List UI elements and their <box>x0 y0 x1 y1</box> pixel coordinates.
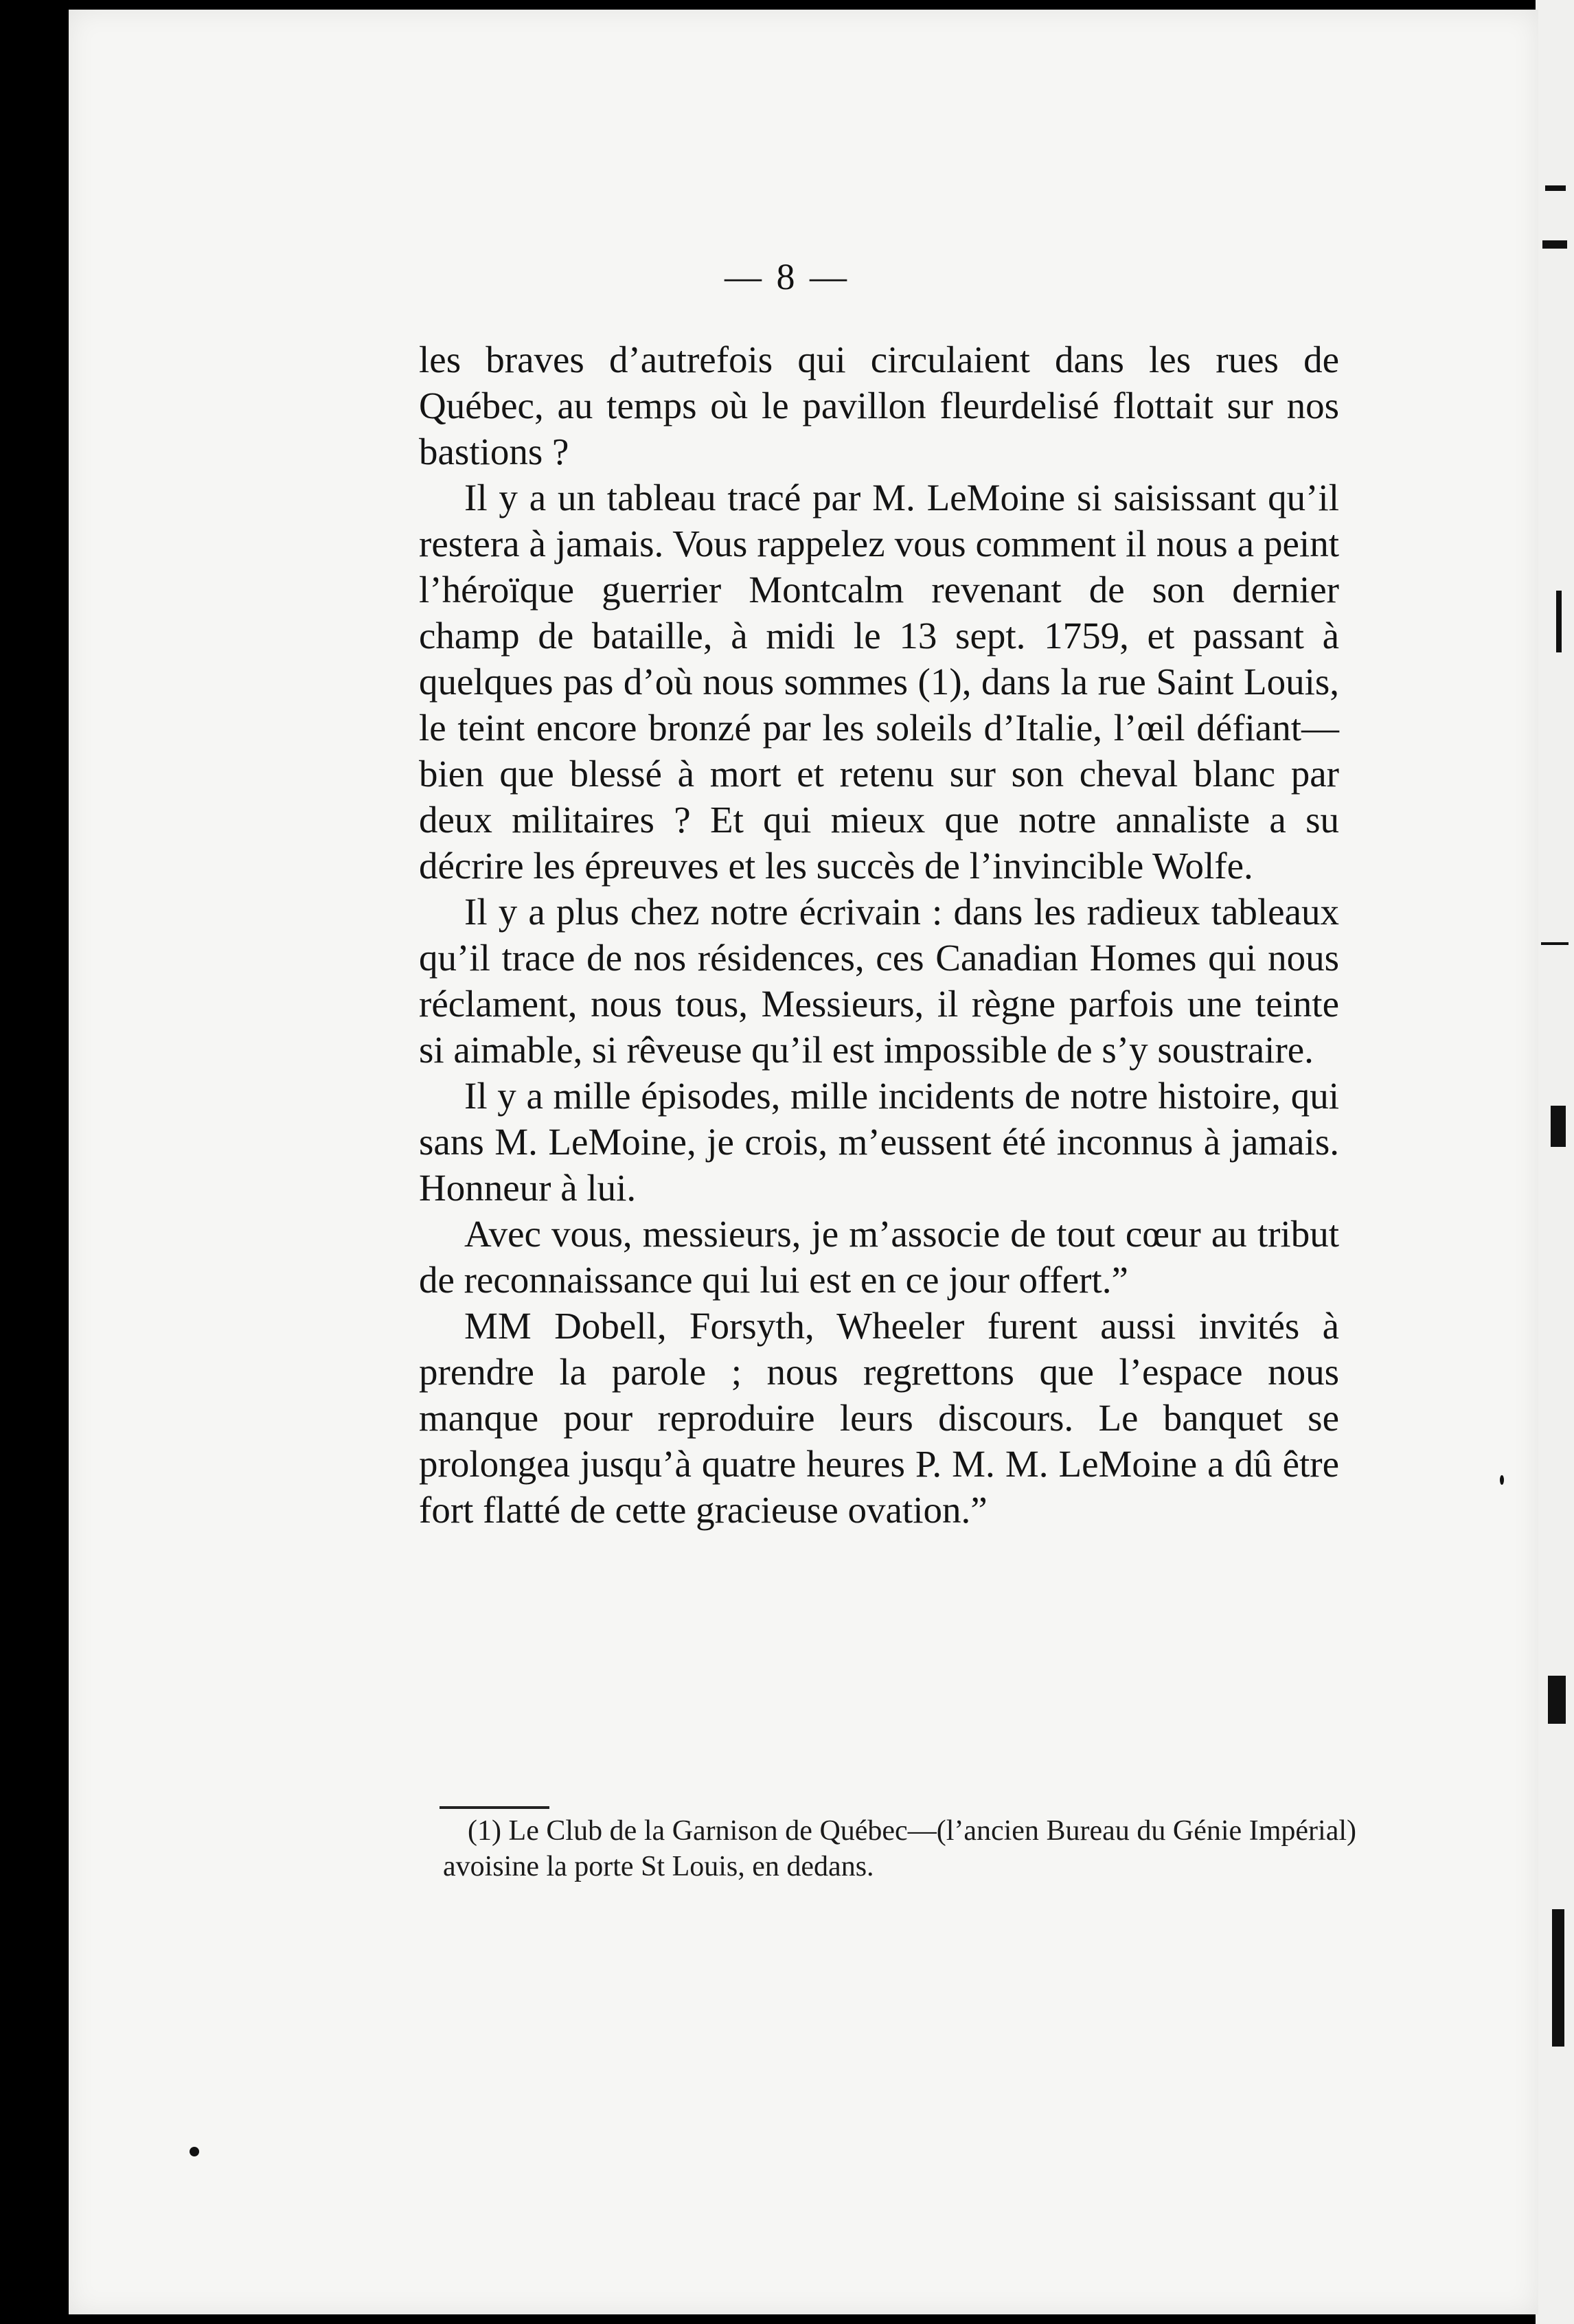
page-number: — 8 — <box>725 256 849 297</box>
edge-mark <box>1556 591 1562 652</box>
paragraph: Avec vous, messieurs, je m’associe de tout cœur au tribut de reconnaissance qui lui est en ce jour offert.” <box>419 1213 1339 1301</box>
paragraph: les braves d’autrefois qui circulaient dans les rues de Québec, au temps où le pavillon fleurdelisé flottait sur nos bastions ? <box>419 339 1339 472</box>
edge-mark <box>1541 942 1569 945</box>
scan-right-edge <box>1536 0 1574 2324</box>
footnote-divider <box>440 1806 549 1809</box>
edge-mark <box>1548 1676 1566 1724</box>
edge-mark <box>1552 1909 1564 2047</box>
edge-mark <box>1545 185 1566 191</box>
paragraph: Il y a mille épisodes, mille incidents de notre histoire, qui sans M. LeMoine, je crois, m’eussent été inconnus à jamais. Honneur à lui. <box>419 1075 1339 1209</box>
footnote: (1) Le Club de la Garnison de Québec—(l’ancien Bureau du Génie Impérial) avoisine la porte St Louis, en dedans. <box>443 1815 1356 1882</box>
paragraph: MM Dobell, Forsyth, Wheeler furent aussi invités à prendre la parole ; nous regrettons que l’espace nous manque pour reproduire leurs discours. Le banquet se prolongea jusqu’à quatre heures P. M. M. LeMoine a dû être fort flatté de cette gracieuse ovation.” <box>419 1305 1339 1531</box>
paragraph: Il y a plus chez notre écrivain : dans les radieux tableaux qu’il trace de nos résidences, ces Canadian Homes qui nous réclament, nous tous, Messieurs, il règne parfois une teinte si aimable, si rêveuse qu’il est impossible de s’y soustraire. <box>419 891 1339 1071</box>
scan-speck <box>1500 1475 1504 1485</box>
edge-mark <box>1542 240 1567 249</box>
scan-speck <box>190 2147 199 2156</box>
paragraph: Il y a un tableau tracé par M. LeMoine si saisissant qu’il restera à jamais. Vous rappelez vous comment il nous a peint l’héroïque guerrier Montcalm revenant de son dernier champ de bataille, à midi le 13 sept. 1759, et passant à quelques pas d’où nous sommes (1), dans la rue Saint Louis, le teint encore bronzé par les soleils d’Italie, l’œil défiant—bien que blessé à mort et retenu sur son cheval blanc par deux militaires ? Et qui mieux que notre annaliste a su décrire les épreuves et les succès de l’invincible Wolfe. <box>419 477 1339 887</box>
edge-mark <box>1551 1106 1566 1147</box>
body-text <box>419 337 1339 1533</box>
